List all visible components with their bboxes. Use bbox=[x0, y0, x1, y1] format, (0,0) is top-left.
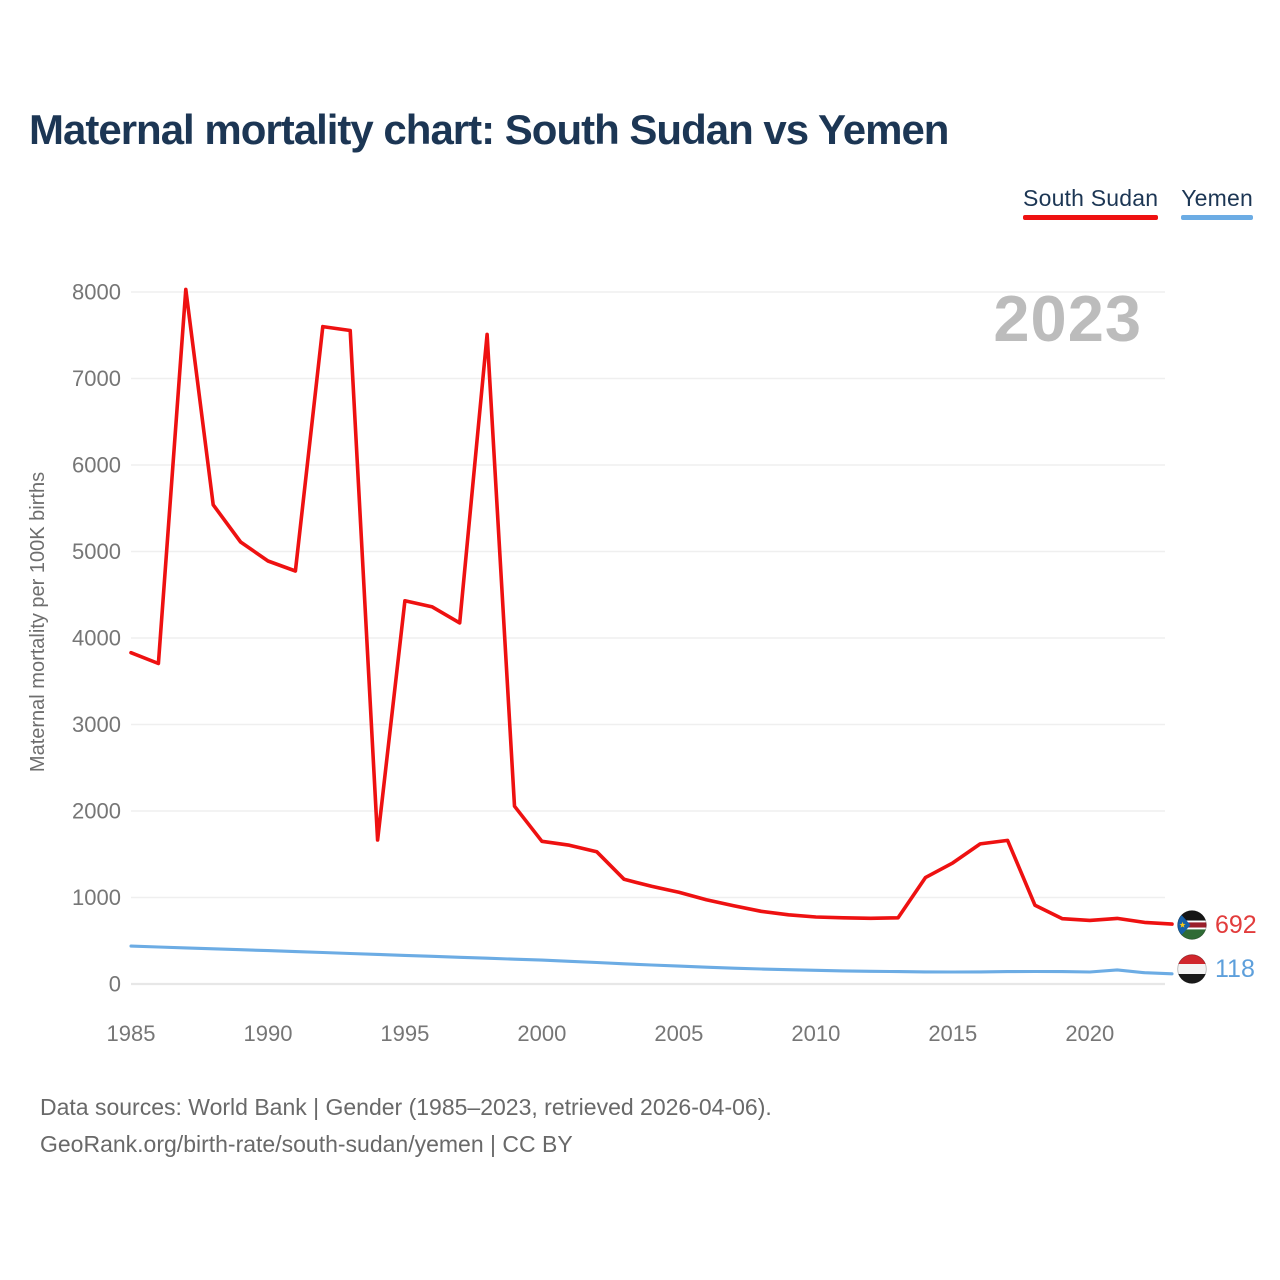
grid-layer bbox=[131, 292, 1165, 984]
y-tick-label-5000: 5000 bbox=[72, 539, 121, 564]
page-title: Maternal mortality chart: South Sudan vs Yemen bbox=[29, 106, 949, 153]
x-tick-label-1990: 1990 bbox=[243, 1021, 293, 1046]
footer-attribution: GeoRank.org/birth-rate/south-sudan/yemen | CC BY bbox=[40, 1130, 573, 1157]
x-tick-label-2010: 2010 bbox=[791, 1021, 841, 1046]
series-layer bbox=[131, 289, 1172, 973]
legend-label-yemen: Yemen bbox=[1181, 185, 1253, 211]
footer-data-sources: Data sources: World Bank | Gender (1985–2023, retrieved 2026-04-06). bbox=[40, 1094, 772, 1120]
end-label-south-sudan bbox=[1177, 910, 1257, 940]
x-tick-label-2005: 2005 bbox=[654, 1021, 704, 1046]
x-tick-label-2000: 2000 bbox=[517, 1021, 567, 1046]
y-tick-label-4000: 4000 bbox=[72, 625, 121, 651]
end-label-yemen bbox=[1177, 954, 1255, 984]
y-tick-label-0: 0 bbox=[108, 971, 121, 997]
south-sudan-flag-icon bbox=[1177, 910, 1207, 940]
x-tick-label-2015: 2015 bbox=[928, 1021, 978, 1046]
y-tick-label-6000: 6000 bbox=[72, 452, 121, 478]
yemen-line bbox=[131, 946, 1172, 974]
south-sudan-line bbox=[131, 289, 1172, 924]
watermark-year: 2023 bbox=[993, 282, 1142, 355]
y-tick-label-2000: 2000 bbox=[72, 798, 121, 824]
yemen-flag-icon bbox=[1177, 954, 1207, 984]
x-tick-label-1985: 1985 bbox=[106, 1021, 156, 1046]
y-axis-title: Maternal mortality per 100K births bbox=[27, 471, 49, 773]
y-tick-label-8000: 8000 bbox=[72, 279, 121, 305]
legend-label-south-sudan: South Sudan bbox=[1023, 185, 1159, 211]
x-tick-label-1995: 1995 bbox=[380, 1021, 430, 1046]
y-tick-label-3000: 3000 bbox=[72, 712, 121, 737]
x-tick-label-2020: 2020 bbox=[1065, 1021, 1115, 1046]
end-value-yemen: 118 bbox=[1215, 955, 1255, 983]
y-tick-label-7000: 7000 bbox=[72, 366, 121, 391]
tick-layer bbox=[72, 280, 1114, 1047]
footer bbox=[40, 1089, 772, 1163]
end-value-south-sudan: 692 bbox=[1215, 911, 1257, 939]
y-tick-label-1000: 1000 bbox=[72, 885, 121, 910]
